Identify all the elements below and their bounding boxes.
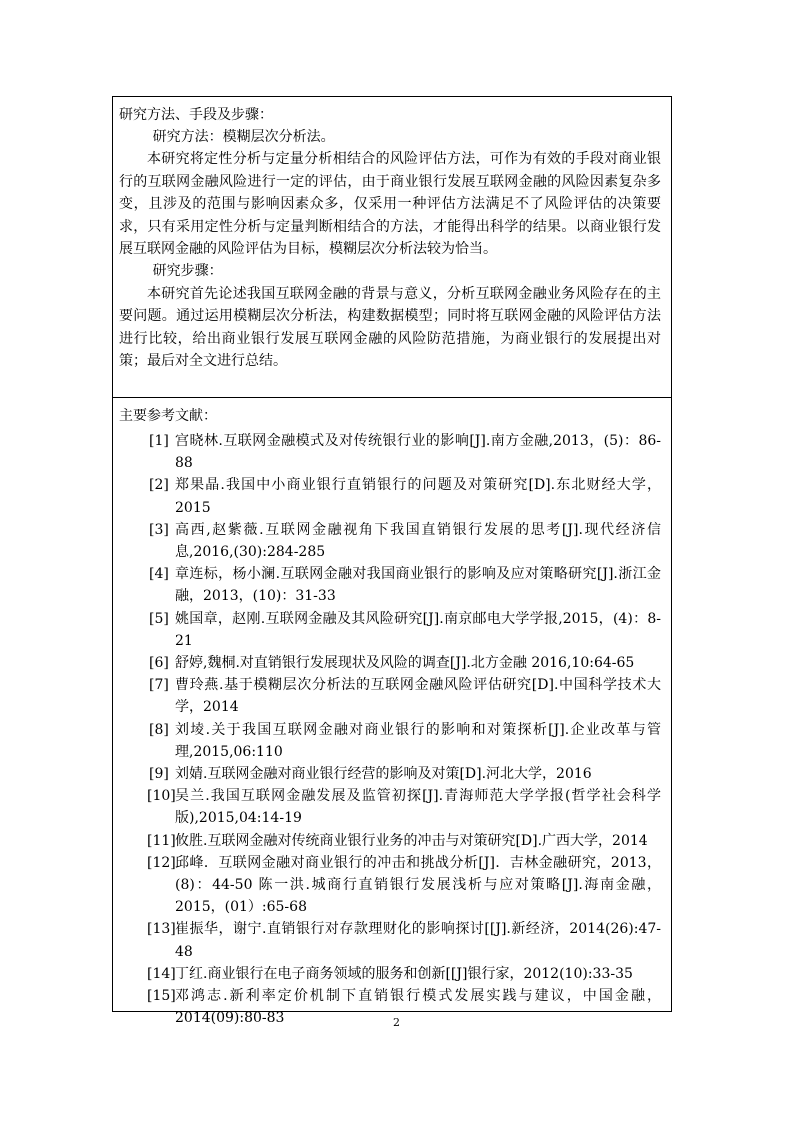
reference-text: 舒婷,魏桐.对直销银行发展现状及风险的调查[J].北方金融 2016,10:64-65 (175, 655, 635, 672)
method-line: 研究方法：模糊层次分析法。 (152, 129, 335, 145)
reference-text: 攸胜.互联网金融对传统商业银行业务的冲击与对策研究[D].广西大学，2014 (175, 832, 648, 849)
reference-item (119, 608, 661, 652)
reference-number: [14] (147, 965, 176, 982)
reference-number: [11] (147, 832, 176, 849)
reference-number: [2] (149, 477, 169, 494)
reference-text: 崔振华，谢宁.直销银行对存款理财化的影响探讨[[J].新经济，2014(26):47-48 (175, 921, 661, 960)
reference-number: [3] (149, 521, 169, 538)
reference-item (119, 763, 661, 785)
reference-item (119, 852, 661, 919)
reference-item (119, 785, 661, 829)
reference-item (119, 918, 661, 962)
research-methods-cell (113, 97, 671, 398)
reference-number: [6] (149, 655, 169, 672)
reference-item (119, 563, 661, 607)
reference-text: 高西,赵紫薇.互联网金融视角下我国直销银行发展的思考[J].现代经济信息,2016,(30):284-285 (175, 521, 661, 561)
reference-number: [12] (147, 854, 176, 871)
reference-number: [10] (147, 788, 176, 805)
steps-line: 研究步骤： (152, 263, 223, 280)
steps-paragraph: 本研究首先论述我国互联网金融的背景与意义，分析互联网金融业务风险存在的主要问题。通过运用模糊层次分析法，构建数据模型；同时将互联网金融的风险评估方法进行比较，给出商业银行发展互联网金融的风险防范措施，为商业银行的发展提出对策；最后对全文进行总结。 (119, 285, 661, 370)
reference-item (119, 430, 661, 474)
reference-text: 刘堎.关于我国互联网金融对商业银行的影响和对策探析[J].企业改革与管理,2015,06:110 (175, 721, 661, 760)
reference-list (119, 430, 661, 1029)
research-methods-heading: 研究方法、手段及步骤： (119, 107, 273, 123)
reference-number: [7] (149, 677, 169, 694)
reference-text: 吴兰.我国互联网金融发展及监管初探[J].青海师范大学学报(哲学社会科学版),2015,04:14-19 (175, 788, 661, 827)
reference-text: 郑果晶.我国中小商业银行直销银行的问题及对策研究[D].东北财经大学，2015 (175, 477, 661, 516)
reference-item (119, 474, 661, 518)
reference-text: 丁红.商业银行在电子商务领域的服务和创新[[J]银行家，2012(10):33-35 (175, 965, 633, 982)
reference-item (119, 674, 661, 718)
reference-number: [4] (149, 566, 169, 583)
reference-item (119, 963, 661, 985)
reference-text: 姚国章，赵刚.互联网金融及其风险研究[J].南京邮电大学学报,2015，(4)：8-21 (175, 610, 661, 649)
reference-item (119, 830, 661, 852)
reference-text: 曹玲燕.基于模糊层次分析法的互联网金融风险评估研究[D].中国科学技术大学，2014 (175, 677, 661, 716)
reference-text: 宫晓林.互联网金融模式及对传统银行业的影响[J].南方金融,2013，(5)：86-88 (175, 433, 661, 472)
method-paragraph: 本研究将定性分析与定量分析相结合的风险评估方法，可作为有效的手段对商业银行的互联网金融风险进行一定的评估，由于商业银行发展互联网金融的风险因素复杂多变，且涉及的范围与影响因素众多，仅采用一种评估方法满足不了风险评估的决策要求，只有采用定性分析与定量判断相结合的方法，才能得出科学的结果。以商业银行发展互联网金融的风险评估为目标，模糊层次分析法较为恰当。 (119, 151, 661, 258)
reference-number: [1] (149, 433, 169, 449)
reference-text: 邱峰．互联网金融对商业银行的冲击和挑战分析[J]．吉林金融研究，2013，(8)：44-50 陈一洪.城商行直销银行发展浅析与应对策略[J].海南金融，2015，(01）:65-68 (175, 854, 661, 916)
references-heading: 主要参考文献： (119, 408, 217, 424)
page-number: 2 (393, 1016, 400, 1029)
reference-number: [9] (149, 766, 169, 783)
reference-number: [8] (149, 721, 169, 738)
reference-number: [15] (147, 988, 176, 1005)
references-cell (113, 398, 671, 1027)
reference-text: 邓鸿志.新利率定价机制下直销银行模式发展实践与建议，中国金融，2014(09):80-83 (175, 988, 661, 1027)
reference-number: [13] (147, 921, 176, 938)
proposal-table (112, 96, 672, 1027)
reference-item (119, 652, 661, 674)
reference-number: [5] (149, 610, 169, 627)
reference-text: 章连标，杨小澜.互联网金融对我国商业银行的影响及应对策略研究[J].浙江金融，2013，(10)：31-33 (175, 566, 661, 605)
reference-item (119, 719, 661, 763)
reference-text: 刘婧.互联网金融对商业银行经营的影响及对策[D].河北大学，2016 (175, 766, 592, 783)
reference-item (119, 519, 661, 563)
